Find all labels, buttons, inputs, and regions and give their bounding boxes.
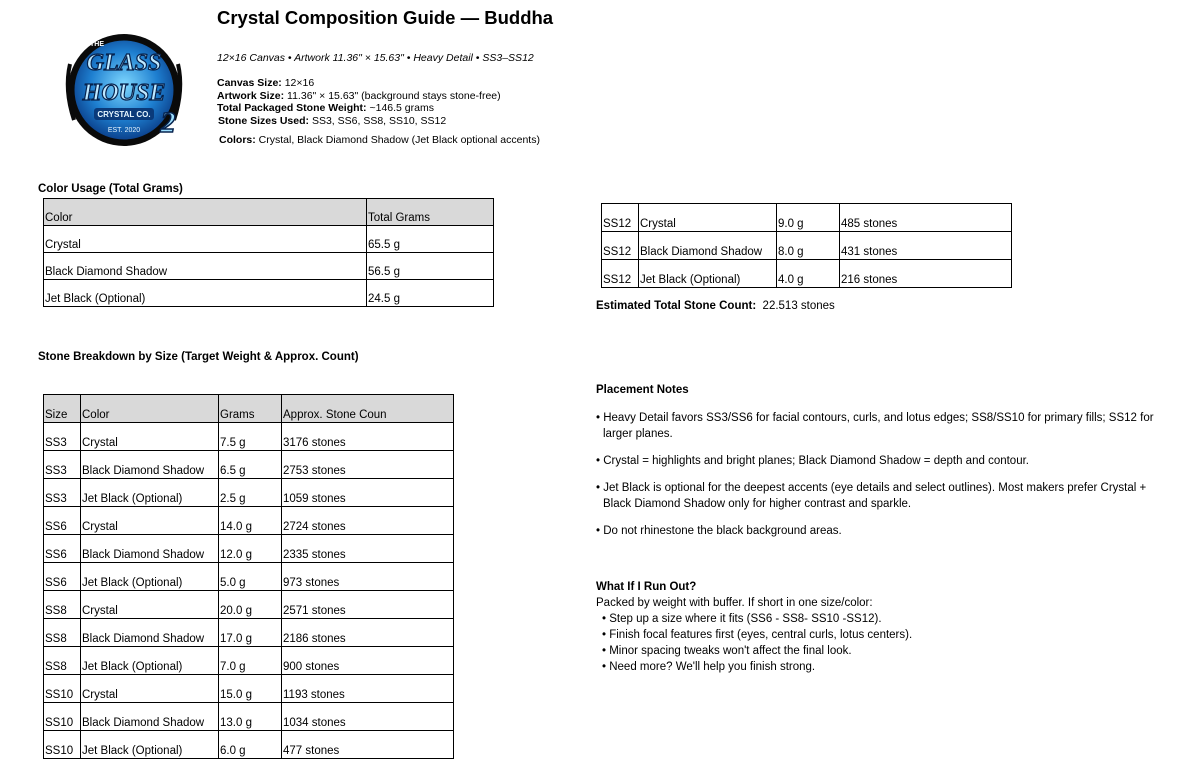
table-cell: Crystal [639, 204, 777, 232]
table-cell: Jet Black (Optional) [81, 647, 219, 675]
table-row [602, 204, 1012, 232]
table-cell: Black Diamond Shadow [81, 535, 219, 563]
table-cell: SS3 [44, 423, 81, 451]
table-cell: 15.0 g [219, 675, 282, 703]
table-row [44, 423, 454, 451]
table-cell: 2.5 g [219, 479, 282, 507]
table-cell: 12.0 g [219, 535, 282, 563]
spec-weight: Total Packaged Stone Weight: ~146.5 grams [217, 102, 434, 114]
table-cell: SS10 [44, 703, 81, 731]
svg-text:GLASS: GLASS [86, 50, 162, 76]
table-cell: 2571 stones [282, 591, 454, 619]
table-cell: SS12 [602, 260, 639, 288]
table-cell: 20.0 g [219, 591, 282, 619]
table-cell: 9.0 g [777, 204, 840, 232]
placement-note: • Jet Black is optional for the deepest accents (eye details and select outlines). Most makers prefer Crystal + Black Diamond Shadow only for higher contrast and sparkle. [596, 482, 1147, 510]
svg-text:EST. 2020: EST. 2020 [107, 127, 141, 134]
table-cell: Crystal [44, 226, 367, 253]
table-cell: Black Diamond Shadow [81, 619, 219, 647]
placement-notes [596, 382, 1171, 539]
table-cell: 485 stones [840, 204, 1012, 232]
table-cell: SS6 [44, 507, 81, 535]
breakdown-heading: Stone Breakdown by Size (Target Weight & Approx. Count) [38, 351, 359, 363]
column-header: Color [81, 395, 219, 423]
table-cell: 7.0 g [219, 647, 282, 675]
svg-text:HOUSE: HOUSE [82, 80, 166, 106]
table-row [44, 703, 454, 731]
table-cell: 6.0 g [219, 731, 282, 759]
table-cell: 14.0 g [219, 507, 282, 535]
table-cell: SS10 [44, 731, 81, 759]
table-row [44, 591, 454, 619]
table-cell: 216 stones [840, 260, 1012, 288]
table-cell: SS10 [44, 675, 81, 703]
table-cell: SS12 [602, 204, 639, 232]
table-cell: 3176 stones [282, 423, 454, 451]
run-out-heading: What If I Run Out? [596, 581, 697, 593]
svg-text:2: 2 [160, 106, 176, 139]
table-cell: Crystal [81, 423, 219, 451]
table-cell: Crystal [81, 507, 219, 535]
table-cell: 2335 stones [282, 535, 454, 563]
table-cell: Jet Black (Optional) [81, 731, 219, 759]
table-cell: Black Diamond Shadow [81, 703, 219, 731]
color-usage-heading: Color Usage (Total Grams) [38, 183, 183, 195]
column-header: Approx. Stone Coun [282, 395, 454, 423]
table-cell: 4.0 g [777, 260, 840, 288]
table-cell: 900 stones [282, 647, 454, 675]
table-row [44, 535, 454, 563]
run-out-item: • Need more? We'll help you finish strong. [602, 661, 816, 673]
table-cell: SS6 [44, 535, 81, 563]
table-cell: SS3 [44, 451, 81, 479]
run-out-item: • Step up a size where it fits (SS6 - SS8- SS10 -SS12). [602, 613, 882, 625]
table-row [602, 232, 1012, 260]
table-header-row [44, 199, 494, 226]
estimated-total: Estimated Total Stone Count: 22.513 stones [596, 300, 835, 312]
table-cell: SS3 [44, 479, 81, 507]
table-cell: Black Diamond Shadow [639, 232, 777, 260]
table-row [44, 479, 454, 507]
table-cell: Crystal [81, 675, 219, 703]
spec-sizes: Stone Sizes Used: SS3, SS6, SS8, SS10, SS12 [218, 115, 447, 127]
table-cell: Crystal [81, 591, 219, 619]
run-out-item: • Finish focal features first (eyes, central curls, lotus centers). [602, 629, 913, 641]
table-cell: SS8 [44, 647, 81, 675]
placement-note: • Heavy Detail favors SS3/SS6 for facial contours, curls, and lotus edges; SS8/SS10 for primary fills; SS12 for larger planes. [596, 412, 1154, 440]
placement-heading: Placement Notes [596, 384, 689, 396]
placement-note: • Crystal = highlights and bright planes; Black Diamond Shadow = depth and contour. [596, 455, 1029, 467]
table-cell: Black Diamond Shadow [44, 253, 367, 280]
column-header: Size [44, 395, 81, 423]
table-cell: 17.0 g [219, 619, 282, 647]
table-cell: 2753 stones [282, 451, 454, 479]
table-cell: 477 stones [282, 731, 454, 759]
table-cell: SS12 [602, 232, 639, 260]
table-row [44, 226, 494, 253]
table-cell: 7.5 g [219, 423, 282, 451]
table-row [44, 280, 494, 307]
table-cell: 973 stones [282, 563, 454, 591]
table-cell: 65.5 g [367, 226, 494, 253]
table-cell: 1059 stones [282, 479, 454, 507]
stone-breakdown-table [43, 394, 454, 759]
color-usage-table [43, 198, 494, 307]
table-cell: Black Diamond Shadow [81, 451, 219, 479]
table-cell: Jet Black (Optional) [81, 563, 219, 591]
table-cell: 13.0 g [219, 703, 282, 731]
table-row [44, 647, 454, 675]
svg-text:CRYSTAL CO.: CRYSTAL CO. [97, 110, 151, 119]
table-cell: SS8 [44, 619, 81, 647]
table-row [602, 260, 1012, 288]
table-cell: 2724 stones [282, 507, 454, 535]
table-row [44, 675, 454, 703]
spec-colors: Colors: Crystal, Black Diamond Shadow (Jet Black optional accents) [219, 134, 540, 146]
run-out-item: • Minor spacing tweaks won't affect the final look. [602, 645, 852, 657]
ss12-table [601, 203, 1012, 288]
table-cell: 431 stones [840, 232, 1012, 260]
table-row [44, 451, 454, 479]
table-row [44, 253, 494, 280]
glass-house-logo [60, 24, 188, 156]
table-cell: 1193 stones [282, 675, 454, 703]
table-cell: 24.5 g [367, 280, 494, 307]
run-out-section [596, 579, 1171, 675]
table-cell: Jet Black (Optional) [44, 280, 367, 307]
table-row [44, 731, 454, 759]
table-row [44, 619, 454, 647]
table-cell: 56.5 g [367, 253, 494, 280]
spec-artwork: Artwork Size: 11.36" × 15.63" (background stays stone-free) [217, 90, 501, 102]
column-header: Total Grams [367, 199, 494, 226]
table-row [44, 563, 454, 591]
svg-text:THE: THE [90, 41, 104, 48]
table-cell: SS6 [44, 563, 81, 591]
table-cell: SS8 [44, 591, 81, 619]
page-subtitle: 12×16 Canvas • Artwork 11.36" × 15.63" • Heavy Detail • SS3–SS12 [217, 52, 534, 64]
spec-canvas: Canvas Size: 12×16 [217, 77, 315, 89]
column-header: Color [44, 199, 367, 226]
column-header: Grams [219, 395, 282, 423]
table-cell: Jet Black (Optional) [81, 479, 219, 507]
table-header-row [44, 395, 454, 423]
run-out-intro: Packed by weight with buffer. If short in one size/color: [596, 597, 873, 609]
page-title: Crystal Composition Guide — Buddha [217, 7, 554, 28]
table-cell: 6.5 g [219, 451, 282, 479]
table-cell: 8.0 g [777, 232, 840, 260]
table-row [44, 507, 454, 535]
table-cell: 2186 stones [282, 619, 454, 647]
table-cell: Jet Black (Optional) [639, 260, 777, 288]
table-cell: 5.0 g [219, 563, 282, 591]
table-cell: 1034 stones [282, 703, 454, 731]
placement-note: • Do not rhinestone the black background areas. [596, 525, 842, 537]
